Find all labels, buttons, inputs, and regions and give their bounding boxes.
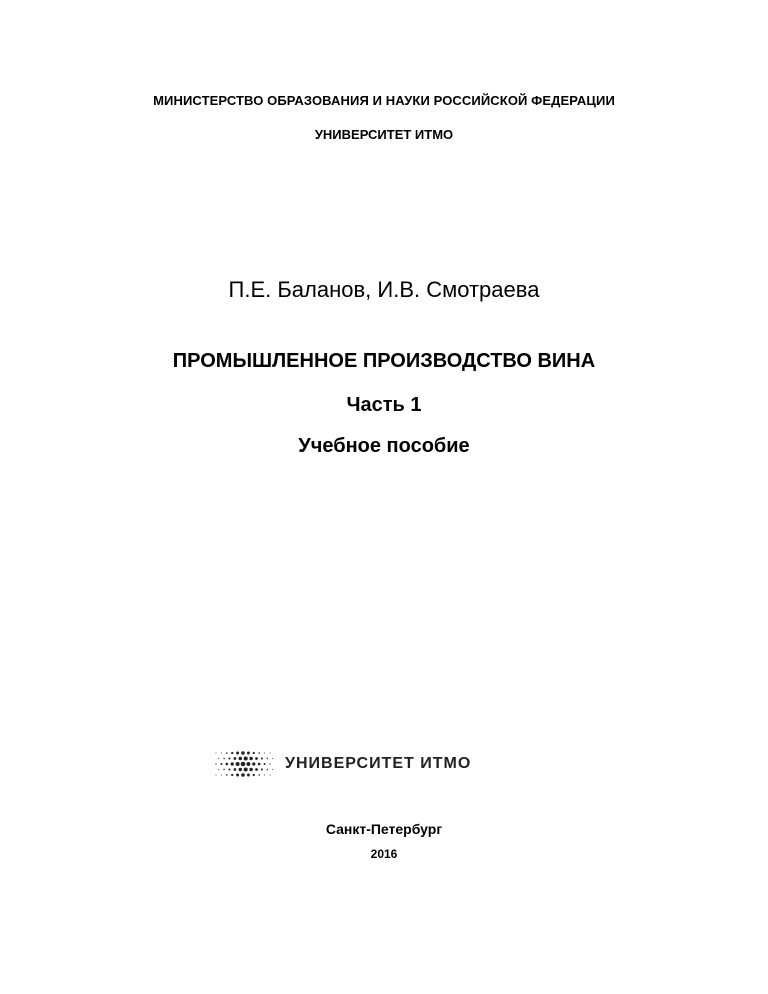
logo-dot — [228, 768, 230, 770]
book-title: ПРОМЫШЛЕННОЕ ПРОИЗВОДСТВО ВИНА — [172, 350, 596, 372]
logo-dot — [241, 773, 245, 777]
logo-dot — [267, 769, 268, 770]
logo-dot — [272, 758, 273, 759]
logo-dot — [234, 757, 237, 760]
logo-dot — [267, 758, 268, 759]
logo-dot — [258, 763, 261, 766]
city: Санкт-Петербург — [325, 821, 443, 837]
logo-dot — [270, 775, 271, 776]
logo-dot — [223, 769, 224, 770]
logo-dot — [215, 763, 216, 764]
logo-dot — [264, 775, 265, 776]
logo-dot — [231, 762, 234, 765]
logo-dot — [236, 752, 239, 755]
logo-dot — [261, 757, 263, 759]
logo-dot — [264, 763, 266, 765]
ministry-heading: МИНИСТЕРСТВО ОБРАЗОВАНИЯ И НАУКИ РОССИЙСКОЙ ФЕДЕРАЦИИ — [153, 93, 615, 108]
logo-dot — [231, 752, 233, 754]
logo-dot — [258, 774, 260, 776]
logo-dot — [255, 757, 258, 760]
logo-dot — [216, 753, 217, 754]
university-heading: УНИВЕРСИТЕТ ИТМО — [314, 127, 454, 142]
logo-dot — [269, 763, 270, 764]
logo-dot — [231, 774, 233, 776]
logo-dot — [236, 774, 239, 777]
logo-dot — [218, 758, 219, 759]
logo-dot — [270, 753, 271, 754]
logo-dot — [258, 752, 260, 754]
logo-dot — [239, 757, 242, 760]
logo-dot — [225, 763, 228, 766]
logo-dot — [221, 775, 222, 776]
logo-dot — [246, 762, 250, 766]
logo-dot — [216, 775, 217, 776]
authors: П.Е. Баланов, И.В. Смотраева — [228, 277, 540, 302]
logo-dot — [228, 757, 230, 759]
logo-dot — [241, 751, 245, 755]
logo-dot — [220, 763, 222, 765]
itmo-logo-text: УНИВЕРСИТЕТ ИТМО — [285, 755, 472, 772]
logo-dot — [226, 774, 228, 776]
logo-dot — [244, 756, 248, 760]
logo-dot — [236, 762, 240, 766]
logo-dot — [234, 768, 237, 771]
logo-dot — [247, 752, 250, 755]
logo-dot — [255, 768, 258, 771]
logo-dot — [252, 762, 255, 765]
logo-dot — [249, 768, 252, 771]
logo-dot — [218, 769, 219, 770]
logo-dot — [253, 774, 255, 776]
book-part: Часть 1 — [346, 394, 422, 416]
logo-dot — [247, 774, 250, 777]
itmo-logo — [213, 749, 471, 779]
logo-dot — [239, 768, 242, 771]
logo-dot — [264, 753, 265, 754]
logo-dot — [223, 758, 224, 759]
itmo-dots-logo-icon — [213, 749, 275, 779]
logo-dot — [226, 752, 228, 754]
logo-dot — [261, 768, 263, 770]
logo-dot — [272, 769, 273, 770]
year: 2016 — [370, 847, 398, 861]
logo-dot — [249, 757, 252, 760]
logo-dot — [253, 752, 255, 754]
book-kind: Учебное пособие — [298, 435, 470, 457]
logo-dot — [244, 767, 248, 771]
logo-dot — [241, 762, 246, 767]
logo-dot — [221, 753, 222, 754]
